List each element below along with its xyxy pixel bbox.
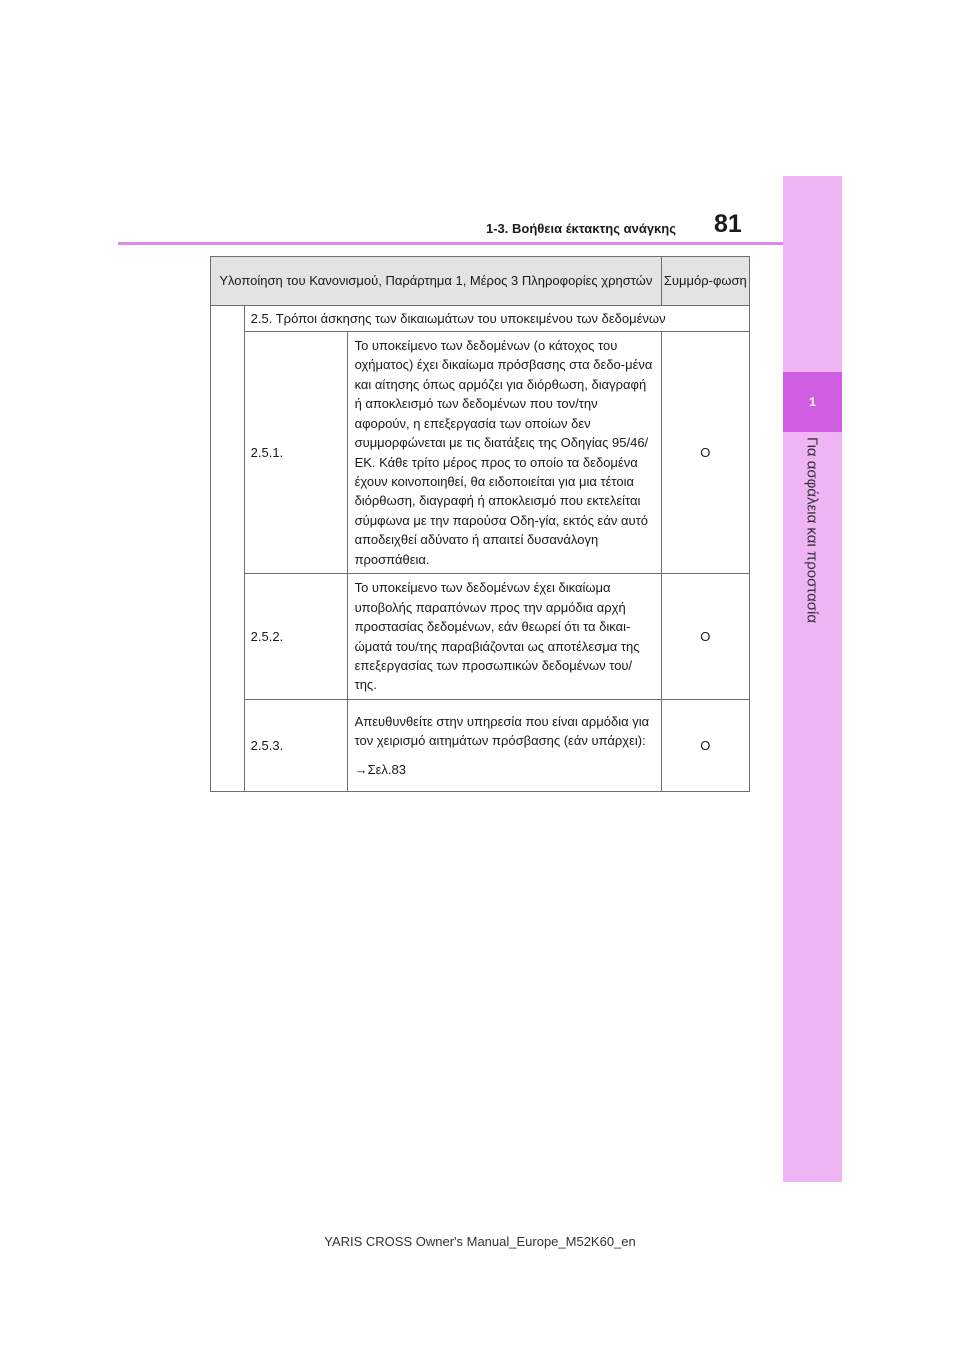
row-number: 2.5.2. xyxy=(244,574,347,700)
row-description: Το υποκείμενο των δεδομένων (ο κάτοχος του οχήματος) έχει δικαίωμα πρόσβασης στα δεδο-μένα και αίτησης όπως αρμόζει για διόρθωση, διαγραφή ή αποκλεισμό των δεδομένων που τον/την αφορούν, η επεξεργασία των οποίων δεν συμμορφώνεται με τις διατάξεις της Οδηγίας 95/46/ΕΚ. Κάθε τρίτο μέρος προς το οποίο τα δεδομένα έχουν κοινοποιηθεί, θα ειδοποιείται για μια τέτοια διόρθωση, διαγραφή ή αποκλεισμό που εκτελείται σύμφωνα με την παρούσα Οδη-γία, εκτός εάν αυτό αποδειχθεί αδύνατο ή απαιτεί δυσανάλογη προσπάθεια. xyxy=(347,332,661,574)
compliance-table xyxy=(210,256,750,792)
page-number: 81 xyxy=(714,210,742,238)
section-title: 1-3. Βοήθεια έκτακτης ανάγκης xyxy=(486,221,676,236)
row-description: Το υποκείμενο των δεδομένων έχει δικαίωμα υποβολής παραπόνων προς την αρμόδια αρχή προστασίας δεδομένων, εάν θεωρεί ότι τα δικαι-ώματά του/της παραβιάζονται ως αποτέλεσμα της επεξεργασίας των προσωπικών δεδομένων του/της. xyxy=(347,574,661,700)
table-row xyxy=(211,700,750,792)
chapter-title-vertical: Για ασφάλεια και προστασία xyxy=(803,436,821,624)
row-compliance: O xyxy=(661,574,749,700)
header-title-cell: Υλοποίηση του Κανονισμού, Παράρτημα 1, Μέρος 3 Πληροφορίες χρηστών xyxy=(211,257,662,306)
row-number: 2.5.1. xyxy=(244,332,347,574)
section-row xyxy=(211,306,750,332)
header-rule xyxy=(118,242,783,245)
table-header-row xyxy=(211,257,750,306)
table-row xyxy=(211,574,750,700)
row-compliance: O xyxy=(661,700,749,792)
row-number: 2.5.3. xyxy=(244,700,347,792)
footer-text: YARIS CROSS Owner's Manual_Europe_M52K60_en xyxy=(324,1234,636,1249)
indent-cell xyxy=(211,306,245,792)
row-compliance: O xyxy=(661,332,749,574)
table-row xyxy=(211,332,750,574)
chapter-number-badge: 1 xyxy=(783,372,842,432)
page-reference-link[interactable]: →Σελ.83 xyxy=(354,761,406,777)
row-description-text: Απευθυνθείτε στην υπηρεσία που είναι αρμόδια για τον χειρισμό αιτημάτων πρόσβασης (εάν υπάρχει): xyxy=(354,713,650,749)
header-compliance-cell: Συμμόρ-φωση xyxy=(661,257,749,306)
row-description xyxy=(347,700,661,792)
chapter-side-tab xyxy=(783,176,842,1182)
section-title-cell: 2.5. Τρόποι άσκησης των δικαιωμάτων του υποκειμένου των δεδομένων xyxy=(244,306,749,332)
